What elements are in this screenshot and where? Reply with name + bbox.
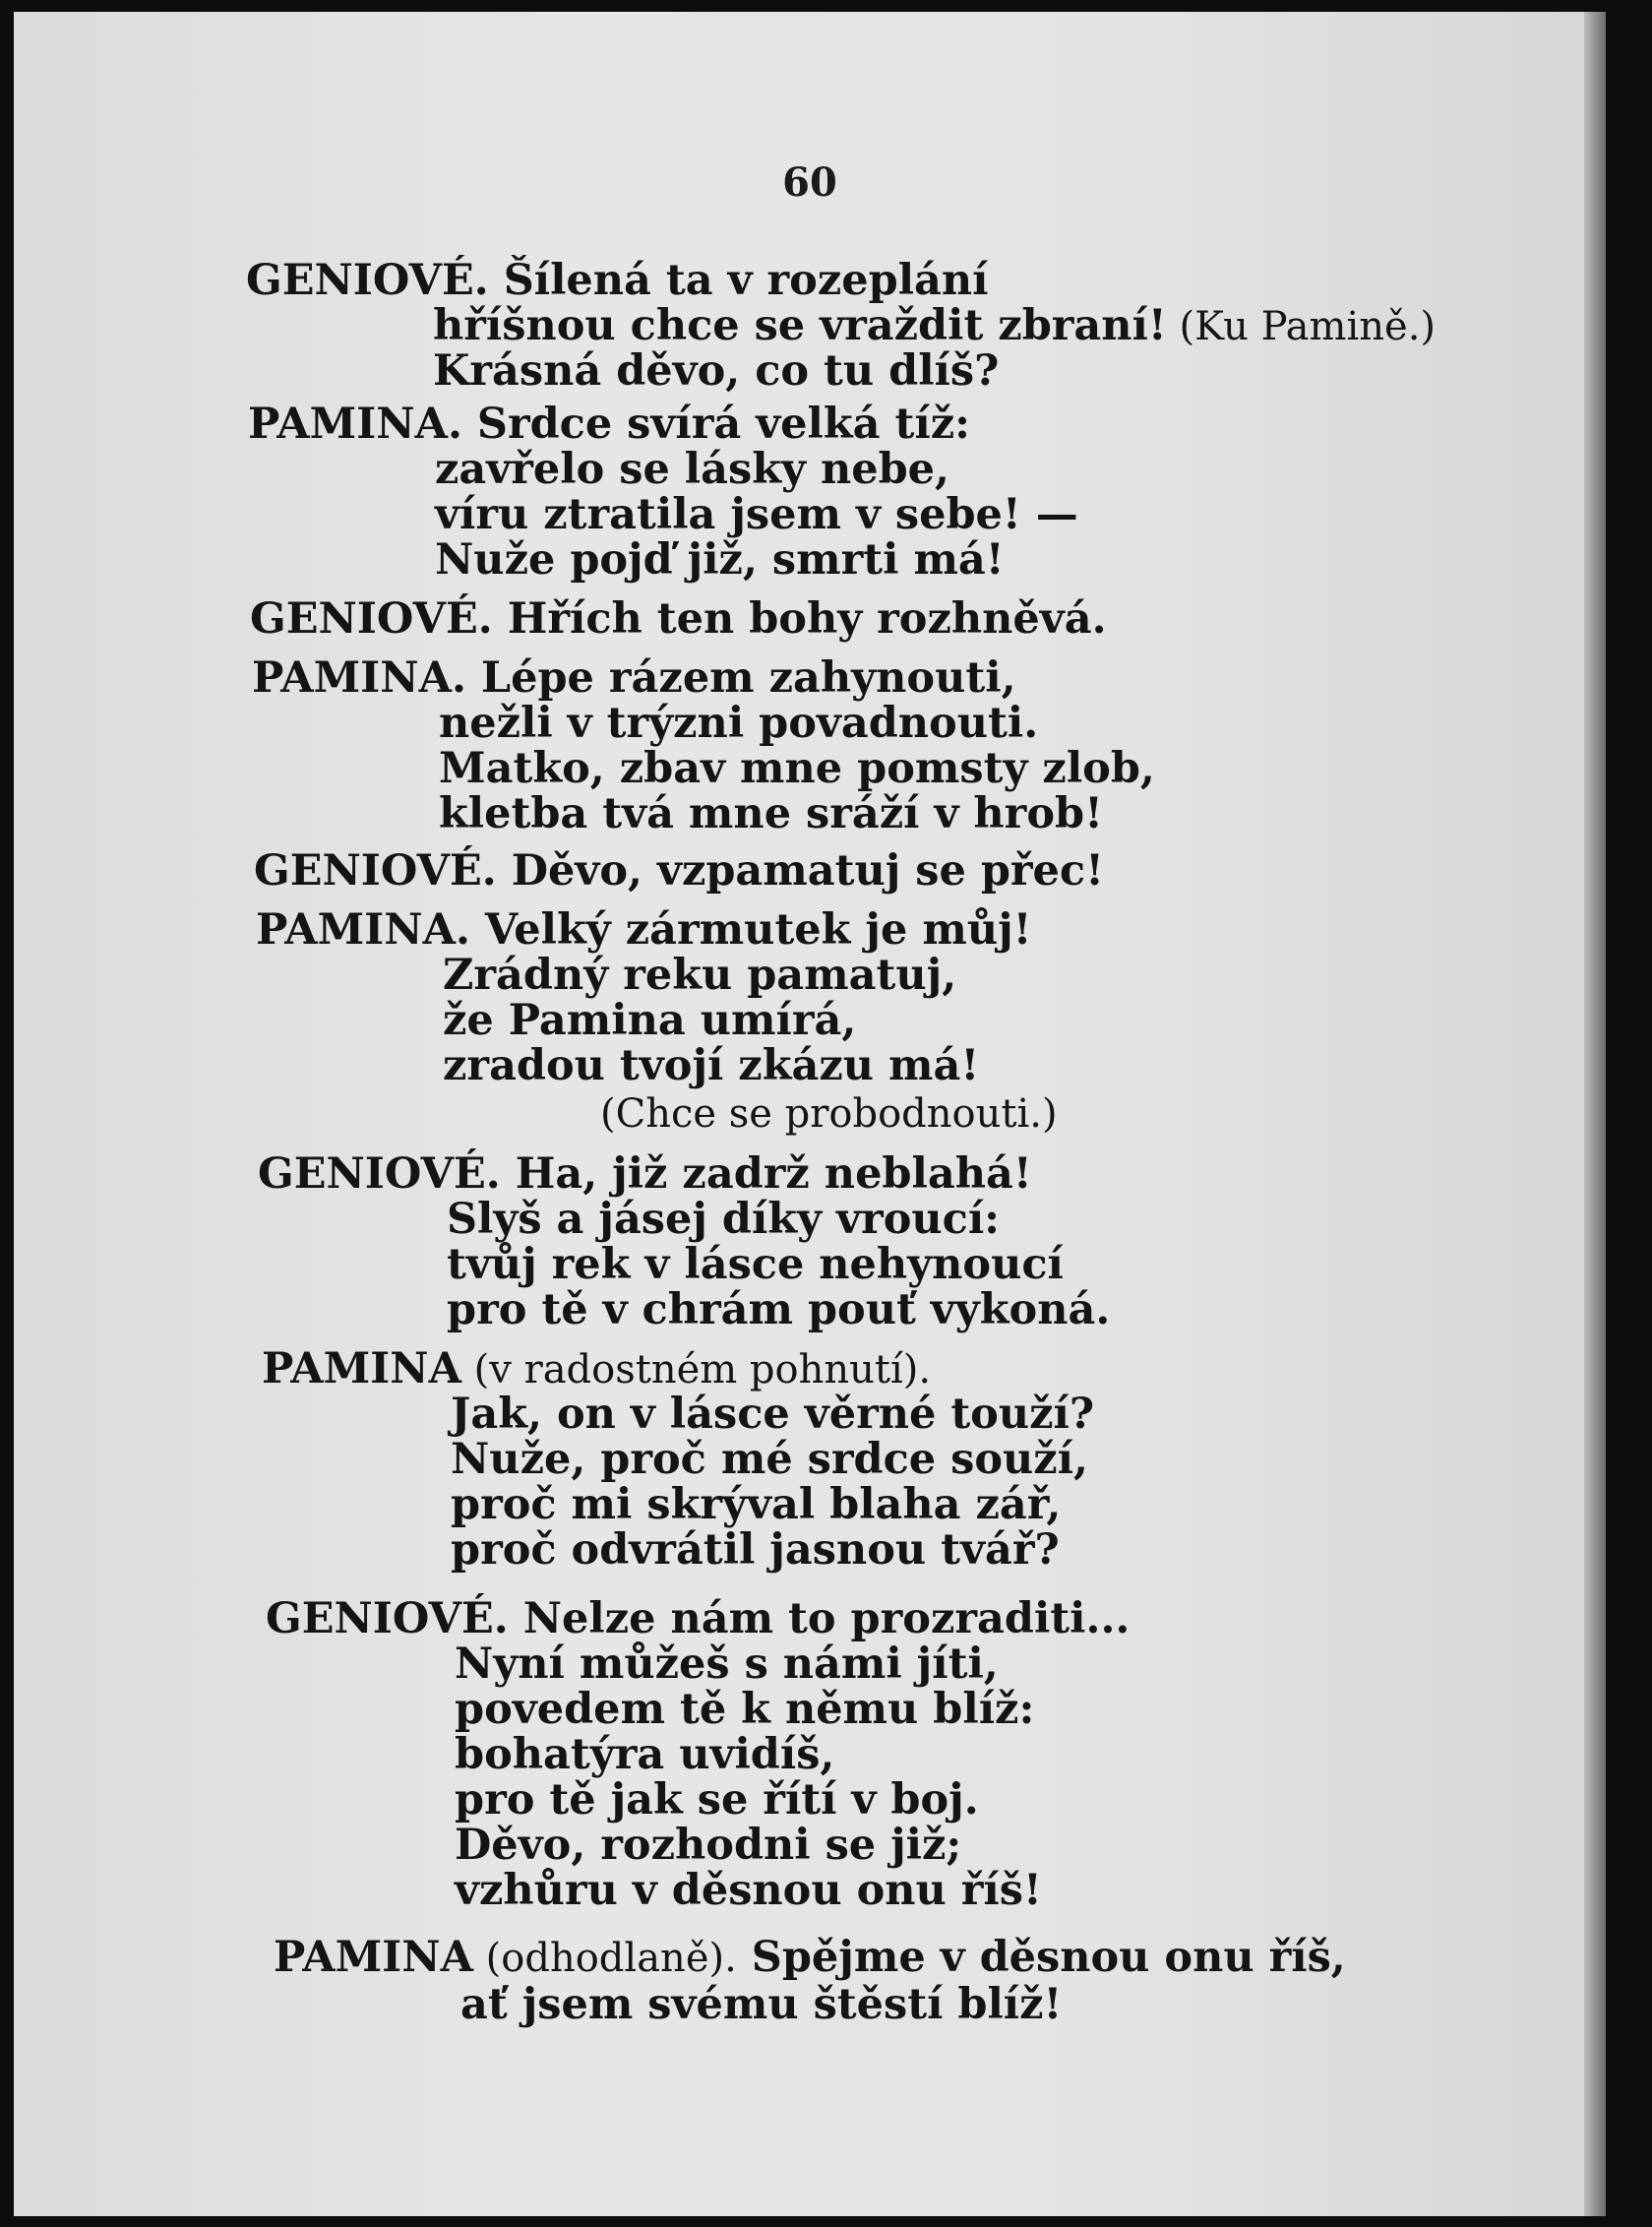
verse-text: pro tě v chrám pouť vykoná. [447, 1285, 1111, 1334]
stage-direction: (Chce se probodnouti.) [600, 1091, 1058, 1137]
verse-line [439, 699, 1039, 748]
verse-text: Velký zármutek je můj! [469, 905, 1032, 955]
verse-text: povedem tě k němu blíž: [455, 1685, 1035, 1734]
speaker-name: GENIOVÉ. [246, 256, 489, 305]
verse-line [435, 490, 1078, 539]
verse-line [266, 1594, 1131, 1643]
verse-text: ať jsem svému štěstí blíž! [460, 1980, 1063, 2029]
verse-line [600, 1092, 1058, 1135]
verse-text: proč odvrátil jasnou tvář? [451, 1525, 1060, 1575]
verse-line [433, 301, 1437, 350]
speaker-name: GENIOVÉ. [250, 594, 493, 644]
stage-direction: (v radostném pohnutí). [460, 1347, 932, 1392]
verse-text: Srdce svírá velká tíž: [461, 400, 970, 449]
verse-line [258, 1149, 1032, 1199]
verse-line [439, 744, 1155, 793]
verse-text: Hřích ten bohy rozhněvá. [492, 594, 1107, 644]
verse-line [435, 445, 949, 494]
verse-text: Lépe rázem zahynouti, [465, 653, 1016, 703]
verse-line [252, 653, 1016, 703]
verse-text: Krásná děvo, co tu dlíš? [433, 346, 1000, 396]
verse-text: víru ztratila jsem v sebe! — [435, 490, 1078, 539]
verse-line [435, 535, 1005, 585]
verse-text: tvůj rek v lásce nehynoucí [447, 1240, 1064, 1289]
verse-line [455, 1639, 999, 1689]
verse-line [451, 1390, 1095, 1439]
verse-text: pro tě jak se řítí v boj. [455, 1775, 979, 1825]
verse-text: bohatýra uvidíš, [455, 1730, 835, 1779]
verse-text: Děvo, rozhodni se již; [455, 1821, 962, 1870]
verse-line [262, 1344, 932, 1393]
verse-line [433, 346, 1000, 396]
verse-text: Nyní můžeš s námi jíti, [455, 1639, 999, 1689]
verse-text: hříšnou chce se vraždit zbraní! [433, 301, 1167, 350]
verse-line [250, 594, 1107, 644]
stage-direction: (Ku Pamině.) [1166, 304, 1437, 349]
verse-line [451, 1480, 1062, 1529]
speaker-name: PAMINA. [252, 653, 466, 703]
page-gutter-shadow [1584, 12, 1606, 2216]
verse-text: nežli v trýzni povadnouti. [439, 699, 1039, 748]
verse-line [460, 1980, 1063, 2029]
verse-text: proč mi skrýval blaha zář, [451, 1480, 1062, 1529]
page-number: 60 [782, 159, 837, 206]
verse-text: Děvo, vzpamatuj se přec! [496, 846, 1104, 896]
speaker-name: GENIOVÉ. [254, 846, 497, 896]
verse-text: Jak, on v lásce věrné touží? [451, 1390, 1095, 1439]
verse-line [455, 1866, 1042, 1915]
verse-text: Slyš a jásej díky vroucí: [447, 1195, 1001, 1244]
verse-line [451, 1525, 1060, 1575]
verse-line [455, 1775, 979, 1825]
verse-line [455, 1685, 1035, 1734]
verse-line [248, 400, 970, 449]
verse-line [254, 846, 1104, 896]
verse-line [443, 1041, 980, 1090]
verse-text: Spějme v děsnou onu říš, [736, 1933, 1346, 1982]
verse-line [246, 256, 989, 305]
verse-text: Zrádný reku pamatuj, [443, 951, 957, 1000]
speaker-name: PAMINA [262, 1344, 461, 1393]
verse-line [256, 905, 1032, 955]
verse-text: Ha, již zadrž neblahá! [500, 1149, 1032, 1199]
verse-line [447, 1285, 1111, 1334]
speaker-name: GENIOVÉ. [266, 1594, 509, 1643]
speaker-name: PAMINA [274, 1933, 473, 1982]
verse-text: kletba tvá mne sráží v hrob! [439, 789, 1103, 838]
verse-line [443, 951, 957, 1000]
verse-line [451, 1435, 1088, 1484]
verse-line [274, 1933, 1346, 1982]
verse-text: vzhůru v děsnou onu říš! [455, 1866, 1042, 1915]
verse-line [455, 1730, 835, 1779]
verse-line [447, 1240, 1064, 1289]
book-page [14, 12, 1606, 2216]
verse-line [455, 1821, 962, 1870]
verse-text: zavřelo se lásky nebe, [435, 445, 949, 494]
speaker-name: PAMINA. [248, 400, 462, 449]
verse-text: Nelze nám to prozraditi... [508, 1594, 1131, 1643]
stage-direction: (odhodlaně). [472, 1936, 737, 1981]
verse-text: že Pamina umírá, [443, 996, 857, 1045]
verse-line [447, 1195, 1001, 1244]
verse-line [439, 789, 1103, 838]
speaker-name: PAMINA. [256, 905, 470, 955]
verse-line [443, 996, 857, 1045]
speaker-name: GENIOVÉ. [258, 1149, 501, 1199]
verse-text: Nuže, proč mé srdce souží, [451, 1435, 1088, 1484]
verse-text: Matko, zbav mne pomsty zlob, [439, 744, 1155, 793]
verse-text: Nuže pojď již, smrti má! [435, 535, 1005, 585]
verse-text: zradou tvojí zkázu má! [443, 1041, 980, 1090]
verse-text: Šílená ta v rozeplání [488, 256, 989, 305]
